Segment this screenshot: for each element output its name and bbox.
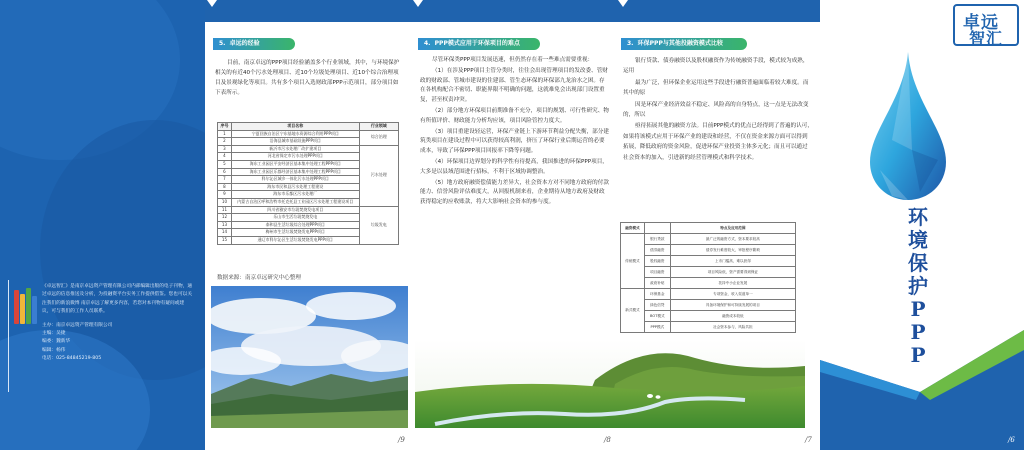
- section-number: 3.: [627, 40, 634, 47]
- page-number: /9: [398, 436, 405, 444]
- financing-mode: BOT模式: [644, 311, 670, 322]
- paragraph: （5）地方政府融资偿债能力差异大，社会资本方对不同地方政府的付款能力、信誉风险评估难度大，从回报机制来看，企业期待从地方政府及财政获得稳定的应收账款，将大大影响社会资本的参与度。: [420, 179, 609, 206]
- cover-title-char: P: [910, 320, 926, 344]
- section-number: 5.: [219, 40, 226, 47]
- project-name: 通辽市科尔沁区生活垃圾焚烧发电PPP项目: [231, 236, 359, 244]
- project-name: 内蒙古自治区呼和浩特市托克托县工业园区污水处理工程建设项目: [231, 198, 359, 206]
- paragraph: 因是环保产业经济效益不稳定、风险高的自身特点，这一点是无法改变的，所以: [623, 101, 809, 119]
- industry-category: 垃圾发电: [359, 206, 398, 244]
- mode-group: 传统模式: [621, 234, 645, 289]
- paragraph: （1）在涉及PPP项目主管分类时，往往会出现管理项目的发改委、管财政的财政部、管城市建设的住建部、管生态环保的环保部九龙治水之困。存在各机构配合不密切、职能界限不明确的问题，这就难免会出现部门设置重复，甚至权责冲突。: [420, 67, 608, 104]
- section-3-header: [621, 38, 747, 50]
- top-band: [615, 0, 820, 22]
- project-name: 乐山市生活垃圾焚烧发电: [231, 214, 359, 222]
- financing-mode: 政府补贴: [644, 278, 670, 289]
- logo-line-2: 智汇: [969, 29, 1004, 48]
- project-name: 泰和县生活垃圾综合处理PPP项目: [231, 221, 359, 229]
- row-index: 1: [218, 130, 232, 138]
- page-number: /6: [1008, 436, 1015, 444]
- col-header: 项目名称: [231, 123, 359, 131]
- table-row: [621, 322, 796, 333]
- page-number: /7: [805, 436, 812, 444]
- table-row: [621, 256, 796, 267]
- col-header: [644, 223, 670, 234]
- mode-feature: 社会资本参与，风险共担: [670, 322, 795, 333]
- project-name: 宁夏回族自治区宁东基地水资源综合利用PPP项目: [231, 130, 359, 138]
- books-icon: [14, 288, 38, 324]
- row-index: 6: [218, 168, 232, 176]
- section-title: 环保PPP与其他投融资模式比较: [637, 40, 723, 47]
- table-caption: 数据来源：南京卓远研究中心整理: [217, 275, 301, 281]
- mode-feature: 债券发行难度较大，审批程序繁琐: [670, 245, 795, 256]
- table-row: [621, 267, 796, 278]
- section-title: 卓远的经验: [229, 40, 260, 47]
- mountain-sky-photo: [211, 286, 408, 428]
- fold-marker: [207, 0, 217, 7]
- row-index: 14: [218, 229, 232, 237]
- table-row: [621, 245, 796, 256]
- paragraph: （2）部分地方环保项目前期准备不充分，项目的规划、可行性研究、物有所值评价、财政能力分析均应该，项目风险管控力度大。: [420, 107, 609, 124]
- paragraph: 最为广泛，但环保企业运用这些手段进行融资普遍面临着较大难度。而其中的原: [623, 79, 809, 97]
- panel-section-5: [205, 0, 410, 450]
- col-header: 行业领域: [359, 123, 398, 131]
- col-header: 融资模式: [621, 223, 645, 234]
- top-band: [410, 0, 615, 22]
- page-number: /8: [604, 436, 611, 444]
- financing-mode: 项目融资: [644, 267, 670, 278]
- financing-mode: PPP模式: [644, 322, 670, 333]
- section-3-body: [623, 56, 813, 164]
- row-index: 7: [218, 176, 232, 184]
- cover-title-char: 护: [908, 274, 928, 298]
- fold-marker: [618, 0, 628, 7]
- paragraph: （3）项目重建设轻运营，环保产业链上下游环节利益分配失衡，部分建筑类项目在建设过程中可以获得较高利润，挤压了环保行业后期运营的必要成本，导致了环保PPP项目回报率下降等问题。: [420, 128, 609, 155]
- project-name: 沿海县城市基础设施PPP项目: [231, 138, 359, 146]
- info-line-editor: 主编：吴捷: [42, 331, 66, 337]
- mode-feature: 具备环境保护和可持续发展的项目: [670, 300, 795, 311]
- cover-title-char: P: [910, 297, 926, 321]
- mode-feature: 项目风险低，资产需要得到保证: [670, 267, 795, 278]
- row-index: 12: [218, 214, 232, 222]
- mode-feature: 上市门槛高，难以获得: [670, 256, 795, 267]
- project-name: 科尔沁区城乡一体化污水处理PPP项目: [231, 176, 359, 184]
- zhuoyuan-logo: [953, 4, 1019, 46]
- section-number: 4.: [424, 40, 431, 47]
- table-row: [218, 130, 399, 138]
- info-line-editorial: 编辑：杨伟: [42, 347, 66, 353]
- table-row: [218, 145, 399, 153]
- financing-mode: 股权融资: [644, 256, 670, 267]
- back-cover-panel: [0, 0, 205, 450]
- cover-title-char: 境: [908, 228, 928, 252]
- financing-mode: 环保基金: [644, 289, 670, 300]
- table-row: [621, 311, 796, 322]
- financing-mode: 绿色信贷: [644, 300, 670, 311]
- project-name: 海东工业园区乐都经济区基本集中处理工程PPP项目: [231, 168, 359, 176]
- row-index: 2: [218, 138, 232, 146]
- table-header-row: [621, 223, 796, 234]
- project-name: 新沂市污水处理厂改扩建项目: [231, 145, 359, 153]
- row-index: 8: [218, 183, 232, 191]
- col-header: 序号: [218, 123, 232, 131]
- mode-feature: 扶持中小企业发展: [670, 278, 795, 289]
- cover-title-char: P: [910, 343, 926, 367]
- project-name: 梅州市生活垃圾焚烧发电PPP项目: [231, 229, 359, 237]
- info-line-phone: 电话：025-84845219-805: [42, 356, 102, 362]
- project-name: 河北省保定市污水处理PPP项目: [231, 153, 359, 161]
- cover-title-char: 保: [908, 251, 928, 275]
- financing-comparison-table: [620, 222, 796, 333]
- industry-category: 污水处理: [359, 145, 398, 206]
- paragraph: 银行贷款、债券融资以及股权融资作为传统融资手段，模式较为成熟，运用: [623, 58, 809, 75]
- top-band: [205, 0, 410, 22]
- project-table: [217, 122, 399, 245]
- table-row: [621, 289, 796, 300]
- mode-group: 新式模式: [621, 289, 645, 333]
- table-row: [218, 206, 399, 214]
- mode-feature: 融资成本较低: [670, 311, 795, 322]
- table-row: [621, 278, 796, 289]
- paragraph: 尽管环保类PPP项目发展迅速，但仍然存在着一些难点需要重视：: [432, 57, 594, 63]
- grassland-photo: [415, 340, 805, 428]
- table-header-row: [218, 123, 399, 131]
- section-4-body: [420, 56, 610, 209]
- col-header: 特点及应用范围: [670, 223, 795, 234]
- row-index: 15: [218, 236, 232, 244]
- row-index: 4: [218, 153, 232, 161]
- info-line-committee: 编委：魏新华: [42, 339, 71, 345]
- row-index: 3: [218, 145, 232, 153]
- financing-mode: 银行贷款: [644, 234, 670, 245]
- row-index: 5: [218, 160, 232, 168]
- section-5-header: [213, 38, 295, 50]
- section-title: PPP模式应用于环保项目的难点: [434, 40, 520, 47]
- paragraph: 亟待拓展其他的融资方法。目前PPP模式的优点已经得到了普遍的认可，如果将该模式应用于环保产业的建设和经营，不仅在资金来源方面可以得到拓展，降低政府的资金风险，促进环保产业投资主体多元化；而且可以通过社会资本的加入，引进新的经营管理模式和科学技术。: [623, 123, 813, 161]
- row-index: 11: [218, 206, 232, 214]
- section-5-body: [215, 58, 403, 99]
- project-name: 四川省雅安市垃圾焚烧发电项目: [231, 206, 359, 214]
- publication-info: [42, 283, 192, 364]
- section-4-header: [418, 38, 540, 50]
- publication-intro: 《卓远智汇》是南京卓远资产管理有限公司内部编辑出版的电子刊物，通过卓远的信息推送及分析，为投融资平台实务工作提供借鉴。您也可以关注我们的新浪微博 南京卓远了解更多内容，若您对本刊物有疑问或建议，可与我们的工作人员联系。: [42, 284, 193, 315]
- fold-marker: [413, 0, 423, 7]
- info-line-sponsor: 主办：南京卓远资产管理有限公司: [42, 322, 113, 328]
- table-row: [621, 234, 796, 245]
- project-name: 海东市乐都区污水处理厂: [231, 191, 359, 199]
- row-index: 9: [218, 191, 232, 199]
- project-name: 海东工业园区平安经济区基本集中处理工程PPP项目: [231, 160, 359, 168]
- mode-feature: 最广泛的融资方式，资本要求较高: [670, 234, 795, 245]
- financing-mode: 债券融资: [644, 245, 670, 256]
- mode-feature: 专项资金，收入渠道单一: [670, 289, 795, 300]
- paragraph: （4）环保项目边界划分的科学性有待提高，我国推进的环保PPP项目，大多是以县域范围进行招标，不利于区域协调整治。: [420, 158, 608, 175]
- logo-line-1: 卓远: [963, 13, 999, 33]
- project-name: 海东市民和县污水处理工程建设: [231, 183, 359, 191]
- row-index: 13: [218, 221, 232, 229]
- industry-category: 综合治理: [359, 130, 398, 145]
- table-row: [621, 300, 796, 311]
- cover-title: [898, 206, 938, 367]
- paragraph: 目前，南京卓远的PPP项目经验涵盖多个行业领域，其中，与环境保护相关的有近40个污水处理项目、近10个垃圾处理项目、近10个综合治理项目及景观绿化等项目。共有多个项目入选财政部PPP示范项目，部分项目如下表所示。: [215, 60, 400, 96]
- row-index: 10: [218, 198, 232, 206]
- cover-title-char: 环: [908, 205, 928, 229]
